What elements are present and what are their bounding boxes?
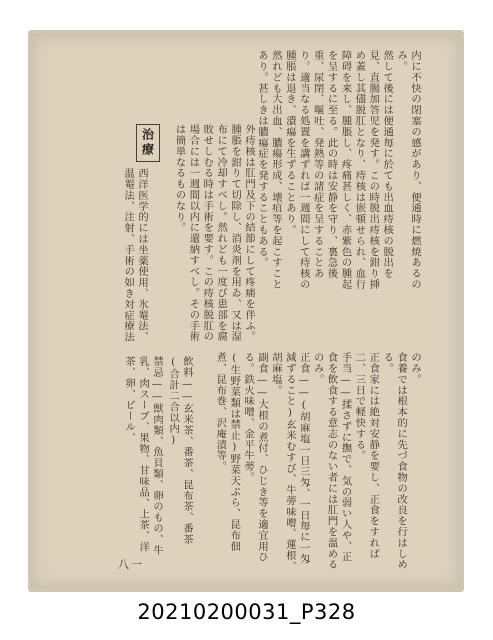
page-number: 八一: [118, 558, 144, 571]
treatment-paragraph: 外痔核は肛門及下の結節にして疼痛を伴ふ。腫脹を鉗りて切除し、消炎剤を用ゐ、又は湿布にて冷却すべし。然れども一度び患部を腐敗せしむる時は手術を要す。この痔核脱肛の場合には一週間以内に還納すべし。その手術は簡単なるものなり。: [173, 124, 255, 342]
image-caption: 20210200031_P328: [137, 600, 356, 624]
diet-paragraph: のみ。 食養では根本的に先づ食物の改良を行はしめる。 正食家には絶対安静を要し、正食をすれば二、三日で軽快する。 手当——揉さずに撫で、気の弱い人や、正食を飲食する意志のない者には肛門を温めるのみ。 正食——(胡麻塩一日三匁、一日毎に一匁減ずること)玄米むすび、牛蒡味噌、蓮根、胡麻塩。 副食——大根の煮付、ひじき等を適宜用ひる。鉄火味噌、金平牛蒡。 (生野菜類は禁止)野菜天ぷら、昆布佃煮、昆布巻、沢庵漬等。: [214, 352, 421, 572]
symptom-paragraph: 内に不快の閉塞の感があり、便通時に燃焼あるのみ。 然して後には便通毎に於ても出血痔核の脱出を見、直腸加答児を発す。この時脱出痔核を鉗り挿め蓋し其儘脱肛となり、痔核は嵌頓せられ、血行障碍を来し、腫脹し、疼痛甚しく、赤紫色の腫起を呈するに至る。此の時は安静を守り、裏急後重、尿閉、嘔吐、発熱等の諸症を呈することあり。適当なる処置を講ずれば一週間にして痔核の腫脹は退き、潰瘍を生ずることあり。 然れども大出血、膿瘍形成、壊疽等を起こすことあり。甚しきは膿瘍症を発することもある。: [256, 50, 421, 290]
western-treatment-paragraph: 西洋医学的には坐薬使用、氷罨法、温罨法、注射、手術の如き対症療法: [122, 168, 148, 343]
forbidden-paragraph: 禁忌——獣肉類、魚貝類、卵のもの、牛乳、肉スープ、果物、甘味品、上茶、洋茶、卵、ビール、: [123, 356, 163, 556]
drink-paragraph: 飲料——玄米茶、番茶、昆布茶、番茶(合計二合以内): [167, 356, 193, 545]
section-heading-treatment: 治療: [136, 124, 160, 162]
